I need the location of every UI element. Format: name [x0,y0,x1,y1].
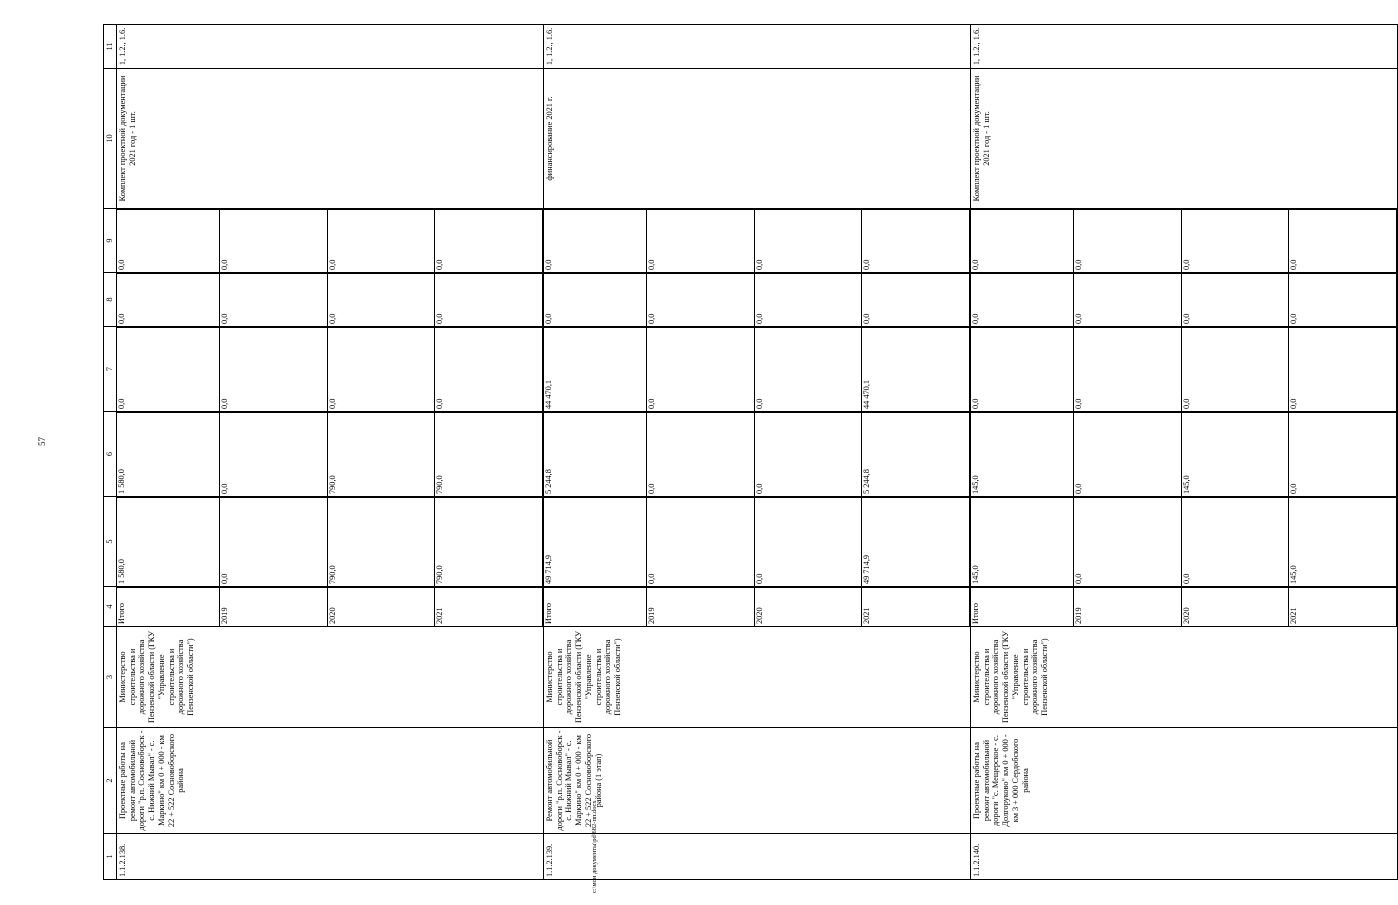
table-row [544,25,971,880]
row-name: Проектные работы на ремонт автомобильной дороги "р.п. Сосновоборск - с. Нижний Мывал" - с. Маркино" км 0 + 000 - км 22 + 522 Сосновоборского района [117,728,544,834]
row-col5 [971,497,1398,587]
row-col5 [544,497,971,587]
row-links: 1, 1.2., 1.6. [117,25,544,69]
year-cell: 2021 [1289,588,1397,627]
row-name: Ремонт автомобильной дороги "р.п. Сосновоборск - с. Нижний Мывал" - с. Маркино" км 0 + 000 - км 22 + 522 Сосновоборского района (1 этап) [544,728,971,834]
row-col9 [971,209,1398,273]
header-col-8: 8 [104,273,117,327]
value-cell: 145,0 [971,498,1073,587]
header-col-6: 6 [104,412,117,497]
header-col-10: 10 [104,69,117,209]
row-years [117,587,544,627]
value-cell: 0,0 [754,328,862,412]
value-cell: 0,0 [646,413,754,497]
value-cell: 49 714,9 [862,498,970,587]
value-cell: 0,0 [435,210,543,273]
value-cell: 0,0 [1181,498,1289,587]
value-cell: 145,0 [1289,498,1397,587]
value-cell: 0,0 [1073,210,1181,273]
value-cell: 790,0 [435,498,543,587]
value-cell: 0,0 [327,274,435,327]
value-cell: 0,0 [219,328,327,412]
year-cell: 2021 [435,588,543,627]
value-cell: 0,0 [1289,413,1397,497]
value-cell: 0,0 [117,274,219,327]
value-cell: 49 714,9 [544,498,646,587]
value-cell: 790,0 [435,413,543,497]
value-cell: 0,0 [544,274,646,327]
year-cell: Итого [971,588,1073,627]
row-responsible: Министерство строительства и дорожного хозяйства Пензенской области (ГКУ "Управление строительства и дорожного хозяйства Пензенской области") [544,627,971,728]
header-col-4: 4 [104,587,117,627]
year-cell: 2020 [1181,588,1289,627]
row-col6 [117,412,544,497]
value-cell: 0,0 [1181,274,1289,327]
year-cell: 2020 [754,588,862,627]
value-cell: 0,0 [1181,328,1289,412]
year-cell: Итого [544,588,646,627]
row-col7 [117,327,544,412]
row-years [971,587,1398,627]
value-cell: 790,0 [327,498,435,587]
header-col-2: 2 [104,728,117,834]
value-cell: 0,0 [1289,210,1397,273]
value-cell: 0,0 [219,274,327,327]
value-cell: 1 580,0 [117,413,219,497]
table-row [117,25,544,880]
value-cell: 0,0 [327,328,435,412]
value-cell: 0,0 [1073,413,1181,497]
year-cell: 2019 [646,588,754,627]
value-cell: 0,0 [219,210,327,273]
value-cell: 0,0 [971,210,1073,273]
value-cell: 0,0 [862,210,970,273]
value-cell: 44 470,1 [544,328,646,412]
value-cell: 0,0 [646,498,754,587]
row-result: Комплект проектной документации 2021 год - 1 шт. [971,69,1398,209]
value-cell: 790,0 [327,413,435,497]
value-cell: 0,0 [1289,274,1397,327]
page-number: 57 [37,437,47,446]
year-cell: 2019 [1073,588,1181,627]
value-cell: 44 470,1 [862,328,970,412]
row-links: 1, 1.2., 1.6. [544,25,971,69]
header-number-row [104,25,117,880]
row-result: финансирование 2021 г. [544,69,971,209]
row-name: Проектные работы на ремонт автомобильной дороги "с. Мещерское - с. Долгоруково" км 0 + 000 - км 3 + 000 Сердобского района [971,728,1398,834]
value-cell: 0,0 [754,413,862,497]
row-col9 [544,209,971,273]
header-col-9: 9 [104,209,117,273]
header-col-1: 1 [104,834,117,880]
value-cell: 0,0 [754,210,862,273]
row-col9 [117,209,544,273]
value-cell: 0,0 [862,274,970,327]
value-cell: 0,0 [1289,328,1397,412]
value-cell: 0,0 [971,274,1073,327]
value-cell: 0,0 [1181,210,1289,273]
value-cell: 5 244,8 [544,413,646,497]
row-col8 [117,273,544,327]
value-cell: 0,0 [1073,274,1181,327]
header-col-3: 3 [104,627,117,728]
year-cell: 2021 [862,588,970,627]
header-col-11: 11 [104,25,117,69]
value-cell: 0,0 [219,413,327,497]
row-id: 1.1.2.140. [971,834,1398,880]
value-cell: 0,0 [327,210,435,273]
row-result: Комплект проектной документации 2021 год - 1 шт. [117,69,544,209]
value-cell: 0,0 [1073,498,1181,587]
value-cell: 0,0 [117,328,219,412]
row-responsible: Министерство строительства и дорожного хозяйства Пензенской области (ГКУ "Управление строительства и дорожного хозяйства Пензенской области") [117,627,544,728]
value-cell: 0,0 [1073,328,1181,412]
value-cell: 0,0 [544,210,646,273]
header-col-7: 7 [104,327,117,412]
value-cell: 0,0 [646,274,754,327]
row-col7 [544,327,971,412]
value-cell: 0,0 [219,498,327,587]
row-col8 [544,273,971,327]
footer-file-path: c:\мои документы\pd\682-пп.docx [591,800,598,893]
row-responsible: Министерство строительства и дорожного хозяйства Пензенской области (ГКУ "Управление строительства и дорожного хозяйства Пензенской области") [971,627,1398,728]
value-cell: 0,0 [971,328,1073,412]
row-col8 [971,273,1398,327]
year-cell: 2019 [219,588,327,627]
value-cell: 1 580,0 [117,498,219,587]
row-links: 1, 1.2., 1.6. [971,25,1398,69]
row-col6 [971,412,1398,497]
row-col6 [544,412,971,497]
value-cell: 0,0 [435,274,543,327]
value-cell: 145,0 [971,413,1073,497]
row-years [544,587,971,627]
program-activities-table [103,24,1398,880]
row-col7 [971,327,1398,412]
value-cell: 0,0 [435,328,543,412]
value-cell: 0,0 [754,274,862,327]
row-col5 [117,497,544,587]
row-id: 1.1.2.138. [117,834,544,880]
value-cell: 5 244,8 [862,413,970,497]
row-id: 1.1.2.139. [544,834,971,880]
value-cell: 0,0 [754,498,862,587]
year-cell: Итого [117,588,219,627]
header-col-5: 5 [104,497,117,587]
year-cell: 2020 [327,588,435,627]
value-cell: 145,0 [1181,413,1289,497]
value-cell: 0,0 [117,210,219,273]
value-cell: 0,0 [646,210,754,273]
table-row [971,25,1398,880]
value-cell: 0,0 [646,328,754,412]
